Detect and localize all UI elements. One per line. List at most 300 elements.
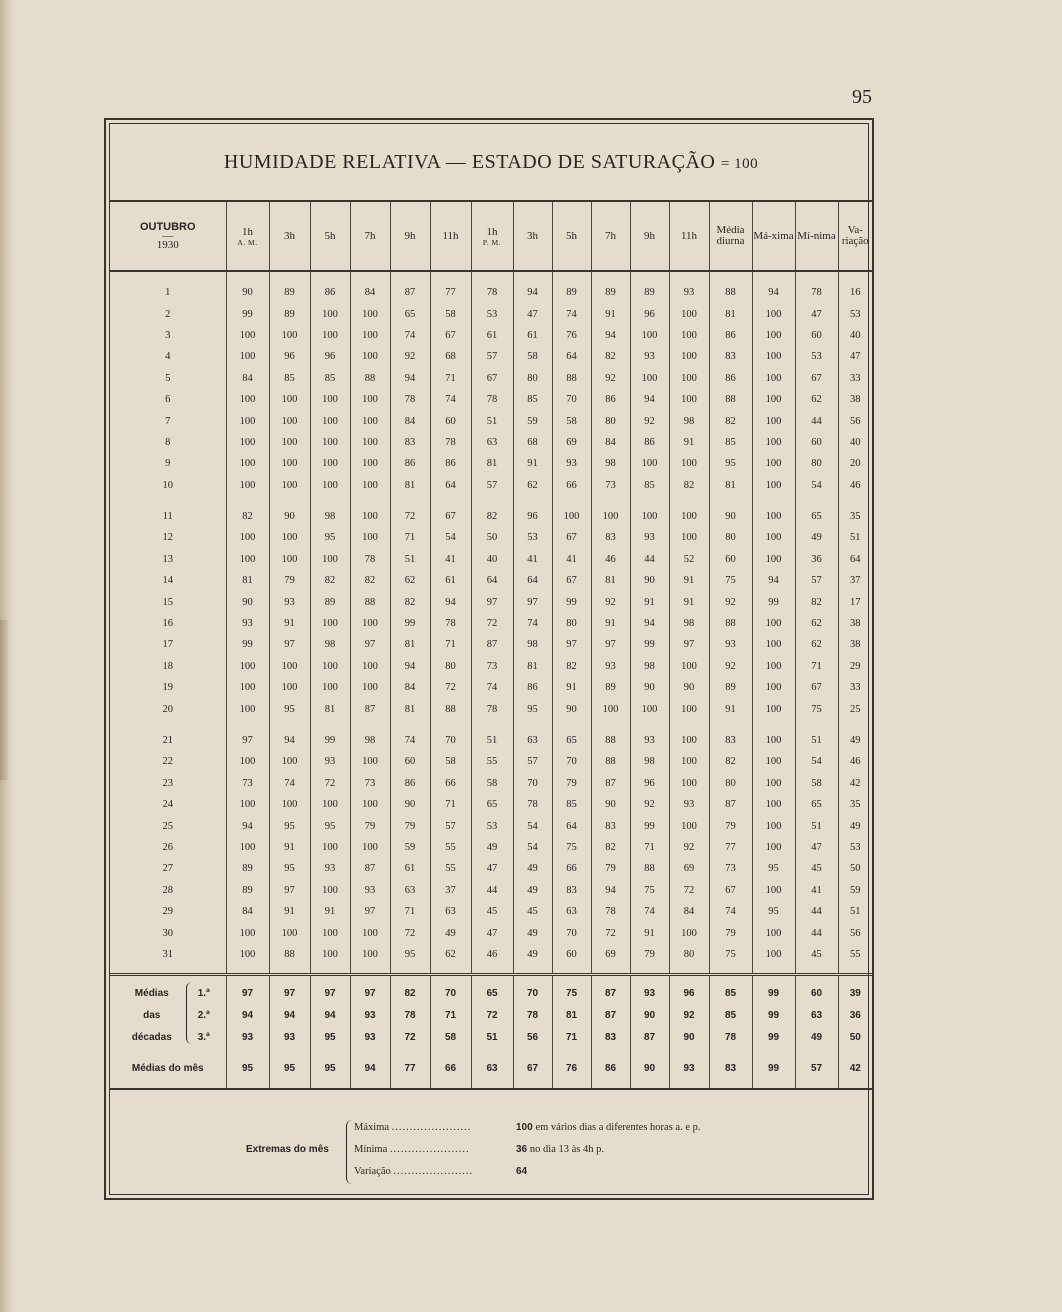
humidity-cell: 95: [269, 698, 310, 719]
humidity-cell: 72: [390, 496, 430, 527]
humidity-cell: 100: [669, 368, 709, 389]
humidity-cell: 95: [310, 527, 350, 548]
humidity-cell: 57: [795, 570, 838, 591]
humidity-cell: 94: [752, 271, 795, 303]
humidity-cell: 100: [269, 325, 310, 346]
humidity-cell: 81: [390, 634, 430, 655]
humidity-cell: 74: [513, 613, 552, 634]
humidity-cell: 81: [513, 656, 552, 677]
humidity-cell: 95: [752, 901, 795, 922]
humidity-cell: 92: [390, 346, 430, 367]
humidity-cell: 90: [630, 570, 669, 591]
day-number: 30: [162, 927, 173, 939]
humidity-cell: 93: [630, 346, 669, 367]
month-average-cell: 66: [430, 1048, 471, 1089]
humidity-cell: 51: [390, 549, 430, 570]
humidity-cell: 91: [269, 613, 310, 634]
humidity-cell: 86: [591, 389, 630, 410]
humidity-cell: 58: [430, 303, 471, 324]
month-average-cell: 76: [552, 1048, 591, 1089]
month-average-cell: 42: [838, 1048, 872, 1089]
humidity-cell: 73: [350, 773, 390, 794]
humidity-cell: 44: [471, 880, 513, 901]
humidity-cell: 98: [310, 496, 350, 527]
humidity-cell: 80: [430, 656, 471, 677]
humidity-cell: 100: [269, 410, 310, 431]
humidity-cell: 89: [709, 677, 752, 698]
humidity-cell: 79: [630, 944, 669, 975]
humidity-cell: 100: [310, 944, 350, 975]
humidity-cell: 99: [226, 634, 269, 655]
humidity-cell: 68: [430, 346, 471, 367]
average-cell: 63: [795, 1004, 838, 1026]
day-number: 9: [165, 458, 171, 470]
humidity-cell: 100: [310, 922, 350, 943]
humidity-cell: 100: [226, 656, 269, 677]
humidity-cell: 78: [591, 901, 630, 922]
day-number: 26: [162, 841, 173, 853]
table-row: [110, 677, 872, 698]
humidity-cell: 96: [269, 346, 310, 367]
day-number: 3: [165, 329, 171, 341]
humidity-cell: 99: [630, 815, 669, 836]
day-number: 7: [165, 415, 171, 427]
humidity-cell: 80: [709, 773, 752, 794]
average-cell: 92: [669, 1004, 709, 1026]
humidity-cell: 53: [471, 303, 513, 324]
average-cell: 97: [350, 975, 390, 1005]
humidity-cell: 94: [752, 570, 795, 591]
humidity-cell: 100: [752, 634, 795, 655]
hour-label: 7h: [605, 230, 616, 242]
month-average-cell: 90: [630, 1048, 669, 1089]
humidity-cell: 91: [709, 698, 752, 719]
humidity-cell: 59: [513, 410, 552, 431]
month-label: OUTUBRO: [139, 221, 196, 233]
humidity-cell: 99: [752, 591, 795, 612]
hour-label: 5h: [324, 230, 336, 242]
humidity-cell: 98: [630, 656, 669, 677]
humidity-cell: 98: [513, 634, 552, 655]
humidity-cell: 88: [591, 751, 630, 772]
humidity-cell: 72: [669, 880, 709, 901]
humidity-cell: 92: [630, 794, 669, 815]
humidity-cell: 87: [471, 634, 513, 655]
extreme-max-value: 100 em vários dias a diferentes horas a. e p.: [516, 1122, 701, 1133]
humidity-cell: 38: [838, 613, 872, 634]
day-number: 14: [162, 575, 173, 587]
average-cell: 95: [310, 1026, 350, 1048]
month-average-label: Médias do mês: [110, 1048, 226, 1089]
humidity-cell: 75: [795, 698, 838, 719]
humidity-cell: 65: [795, 496, 838, 527]
humidity-cell: 66: [430, 773, 471, 794]
humidity-cell: 100: [350, 751, 390, 772]
day-number: 12: [162, 532, 173, 544]
humidity-cell: 54: [513, 837, 552, 858]
humidity-cell: 86: [709, 325, 752, 346]
average-cell: 93: [350, 1026, 390, 1048]
humidity-cell: 100: [350, 410, 390, 431]
humidity-cell: 50: [471, 527, 513, 548]
humidity-cell: 100: [226, 346, 269, 367]
humidity-cell: 37: [430, 880, 471, 901]
humidity-cell: 64: [552, 346, 591, 367]
humidity-cell: 45: [795, 858, 838, 879]
humidity-cell: 86: [513, 677, 552, 698]
humidity-cell: 82: [795, 591, 838, 612]
humidity-cell: 100: [752, 613, 795, 634]
humidity-cell: 88: [350, 368, 390, 389]
humidity-cell: 51: [838, 901, 872, 922]
humidity-cell: 61: [390, 858, 430, 879]
humidity-cell: 71: [430, 634, 471, 655]
humidity-cell: 100: [226, 410, 269, 431]
humidity-cell: 38: [838, 389, 872, 410]
humidity-cell: 100: [269, 432, 310, 453]
humidity-cell: 100: [752, 303, 795, 324]
humidity-cell: 100: [752, 325, 795, 346]
humidity-cell: 65: [795, 794, 838, 815]
extreme-var-name: Variação ......................: [354, 1166, 474, 1177]
humidity-cell: 100: [752, 751, 795, 772]
humidity-cell: 100: [350, 837, 390, 858]
humidity-cell: 71: [390, 527, 430, 548]
humidity-cell: 71: [630, 837, 669, 858]
humidity-cell: 96: [630, 303, 669, 324]
humidity-cell: 33: [838, 677, 872, 698]
humidity-cell: 95: [310, 815, 350, 836]
humidity-cell: 94: [390, 656, 430, 677]
average-cell: 72: [390, 1026, 430, 1048]
humidity-cell: 84: [669, 901, 709, 922]
average-cell: 97: [226, 975, 269, 1005]
decade-ordinal: 2.ª: [197, 1009, 210, 1021]
humidity-cell: 81: [471, 453, 513, 474]
month-average-cell: 95: [310, 1048, 350, 1089]
month-average-cell: 99: [752, 1048, 795, 1089]
humidity-cell: 37: [838, 570, 872, 591]
average-cell: 99: [752, 975, 795, 1005]
humidity-cell: 58: [513, 346, 552, 367]
humidity-cell: 100: [752, 720, 795, 751]
humidity-cell: 93: [669, 271, 709, 303]
humidity-cell: 98: [310, 634, 350, 655]
hour-header: [630, 202, 669, 271]
humidity-cell: 91: [669, 432, 709, 453]
humidity-cell: 100: [269, 677, 310, 698]
humidity-cell: 40: [838, 325, 872, 346]
hour-header: [471, 202, 513, 271]
humidity-cell: 88: [709, 389, 752, 410]
table-row: [110, 751, 872, 772]
humidity-cell: 75: [709, 944, 752, 975]
page-title: [224, 151, 758, 174]
humidity-cell: 49: [430, 922, 471, 943]
decade-label: [110, 1026, 226, 1048]
humidity-cell: 100: [630, 496, 669, 527]
humidity-cell: 70: [513, 773, 552, 794]
humidity-cell: 77: [430, 271, 471, 303]
humidity-cell: 76: [552, 325, 591, 346]
humidity-cell: 33: [838, 368, 872, 389]
average-cell: 93: [226, 1026, 269, 1048]
month-average-row: [110, 1048, 872, 1089]
humidity-cell: 57: [513, 751, 552, 772]
hour-header: [310, 202, 350, 271]
humidity-cell: 74: [630, 901, 669, 922]
table-row: [110, 549, 872, 570]
humidity-cell: 100: [350, 794, 390, 815]
humidity-cell: 84: [390, 677, 430, 698]
humidity-cell: 99: [630, 634, 669, 655]
humidity-cell: 100: [310, 389, 350, 410]
humidity-cell: 62: [430, 944, 471, 975]
humidity-cell: 88: [430, 698, 471, 719]
humidity-cell: 17: [838, 591, 872, 612]
humidity-cell: 100: [226, 922, 269, 943]
humidity-cell: 80: [513, 368, 552, 389]
humidity-cell: 55: [430, 858, 471, 879]
humidity-cell: 83: [390, 432, 430, 453]
hour-label: 1h: [242, 225, 253, 238]
humidity-cell: 70: [552, 389, 591, 410]
average-cell: 93: [630, 975, 669, 1005]
average-cell: 99: [752, 1004, 795, 1026]
decade-label: [110, 1004, 226, 1026]
humidity-cell: 41: [795, 880, 838, 901]
day-number: 2: [165, 308, 171, 320]
humidity-cell: 82: [591, 837, 630, 858]
humidity-cell: 73: [226, 773, 269, 794]
humidity-cell: 75: [709, 570, 752, 591]
humidity-cell: 94: [591, 325, 630, 346]
humidity-cell: 78: [430, 432, 471, 453]
humidity-cell: 77: [709, 837, 752, 858]
averages-label: das: [143, 1009, 161, 1021]
average-cell: 72: [471, 1004, 513, 1026]
header-row: [110, 202, 872, 271]
month-average-cell: 95: [226, 1048, 269, 1089]
humidity-cell: 91: [630, 922, 669, 943]
humidity-cell: 93: [669, 794, 709, 815]
humidity-cell: 88: [591, 720, 630, 751]
table-row: [110, 271, 872, 303]
humidity-cell: 20: [838, 453, 872, 474]
humidity-cell: 100: [350, 677, 390, 698]
humidity-cell: 41: [513, 549, 552, 570]
humidity-cell: 81: [390, 475, 430, 496]
humidity-cell: 72: [471, 613, 513, 634]
extremes-block: [110, 1110, 872, 1200]
humidity-cell: 81: [709, 303, 752, 324]
humidity-cell: 42: [838, 773, 872, 794]
humidity-cell: 71: [430, 794, 471, 815]
hour-header: [350, 202, 390, 271]
humidity-cell: 100: [752, 656, 795, 677]
humidity-cell: 98: [630, 751, 669, 772]
humidity-cell: 93: [226, 613, 269, 634]
humidity-cell: 91: [669, 570, 709, 591]
humidity-cell: 58: [795, 773, 838, 794]
period-label: P. M.: [482, 237, 502, 247]
humidity-cell: 100: [752, 922, 795, 943]
humidity-cell: 67: [471, 368, 513, 389]
humidity-cell: 83: [591, 815, 630, 836]
humidity-cell: 40: [838, 432, 872, 453]
humidity-cell: 92: [591, 591, 630, 612]
decade-ordinal: 3.ª: [197, 1031, 210, 1043]
hour-label: 1h: [486, 225, 498, 238]
humidity-cell: 100: [310, 677, 350, 698]
extreme-min-name: Mínima ......................: [354, 1144, 470, 1155]
humidity-cell: 97: [513, 591, 552, 612]
humidity-cell: 100: [350, 432, 390, 453]
humidity-cell: 78: [350, 549, 390, 570]
humidity-cell: 100: [591, 496, 630, 527]
humidity-cell: 93: [310, 751, 350, 772]
humidity-cell: 97: [471, 591, 513, 612]
average-cell: 82: [390, 975, 430, 1005]
humidity-cell: 49: [838, 815, 872, 836]
humidity-cell: 100: [226, 944, 269, 975]
humidity-cell: 49: [513, 944, 552, 975]
humidity-cell: 100: [752, 837, 795, 858]
humidity-cell: 83: [709, 720, 752, 751]
month-average-cell: 86: [591, 1048, 630, 1089]
humidity-cell: 91: [269, 837, 310, 858]
stat-header: Má-xima: [752, 202, 795, 271]
humidity-cell: 61: [430, 570, 471, 591]
humidity-cell: 95: [709, 453, 752, 474]
humidity-cell: 59: [390, 837, 430, 858]
humidity-cell: 72: [591, 922, 630, 943]
humidity-cell: 100: [669, 773, 709, 794]
humidity-cell: 100: [350, 389, 390, 410]
hour-label: 3h: [284, 230, 295, 242]
humidity-cell: 85: [552, 794, 591, 815]
humidity-cell: 100: [269, 527, 310, 548]
humidity-cell: 93: [591, 656, 630, 677]
humidity-cell: 52: [669, 549, 709, 570]
humidity-cell: 80: [669, 944, 709, 975]
humidity-cell: 51: [838, 527, 872, 548]
humidity-cell: 100: [752, 549, 795, 570]
humidity-cell: 94: [513, 271, 552, 303]
humidity-cell: 53: [471, 815, 513, 836]
humidity-cell: 41: [552, 549, 591, 570]
humidity-cell: 94: [591, 880, 630, 901]
hour-header: [269, 202, 310, 271]
humidity-cell: 100: [752, 794, 795, 815]
humidity-cell: 100: [350, 453, 390, 474]
average-cell: 78: [709, 1026, 752, 1048]
day-number: 21: [162, 735, 173, 746]
humidity-cell: 87: [709, 794, 752, 815]
humidity-cell: 100: [350, 303, 390, 324]
humidity-cell: 89: [591, 271, 630, 303]
humidity-cell: 82: [390, 591, 430, 612]
humidity-cell: 96: [513, 496, 552, 527]
humidity-cell: 29: [838, 656, 872, 677]
humidity-cell: 98: [669, 410, 709, 431]
average-cell: 71: [430, 1004, 471, 1026]
day-number: 4: [165, 351, 171, 363]
humidity-cell: 73: [471, 656, 513, 677]
humidity-cell: 94: [430, 591, 471, 612]
averages-label: Médias: [134, 987, 169, 999]
humidity-cell: 100: [669, 527, 709, 548]
table-row: [110, 346, 872, 367]
humidity-cell: 63: [390, 880, 430, 901]
humidity-cell: 62: [795, 389, 838, 410]
humidity-cell: 95: [752, 858, 795, 879]
humidity-cell: 78: [430, 613, 471, 634]
humidity-cell: 66: [552, 475, 591, 496]
humidity-cell: 45: [795, 944, 838, 975]
humidity-cell: 85: [709, 432, 752, 453]
hour-label: 11h: [680, 230, 698, 242]
humidity-cell: 61: [513, 325, 552, 346]
humidity-cell: 58: [552, 410, 591, 431]
humidity-cell: 100: [669, 698, 709, 719]
humidity-cell: 44: [795, 922, 838, 943]
humidity-cell: 85: [310, 368, 350, 389]
humidity-cell: 57: [471, 346, 513, 367]
humidity-cell: 100: [669, 720, 709, 751]
humidity-cell: 100: [752, 815, 795, 836]
month-average-cell: 94: [350, 1048, 390, 1089]
humidity-cell: 100: [669, 389, 709, 410]
humidity-cell: 98: [350, 720, 390, 751]
humidity-cell: 82: [471, 496, 513, 527]
humidity-cell: 92: [669, 837, 709, 858]
humidity-cell: 98: [591, 453, 630, 474]
day-number: 15: [162, 596, 173, 608]
humidity-cell: 93: [709, 634, 752, 655]
humidity-cell: 97: [350, 901, 390, 922]
day-number: 17: [162, 639, 173, 651]
humidity-cell: 100: [226, 432, 269, 453]
humidity-cell: 100: [752, 432, 795, 453]
page-edge: [0, 620, 8, 780]
hour-header: [591, 202, 630, 271]
humidity-cell: 100: [269, 794, 310, 815]
humidity-cell: 72: [430, 677, 471, 698]
humidity-cell: 41: [430, 549, 471, 570]
humidity-cell: 100: [669, 496, 709, 527]
humidity-cell: 100: [752, 346, 795, 367]
humidity-cell: 91: [310, 901, 350, 922]
table-frame: [104, 118, 874, 1200]
humidity-cell: 67: [552, 527, 591, 548]
humidity-cell: 100: [752, 698, 795, 719]
humidity-cell: 100: [752, 944, 795, 975]
humidity-cell: 92: [591, 368, 630, 389]
humidity-cell: 79: [591, 858, 630, 879]
humidity-cell: 90: [709, 496, 752, 527]
humidity-cell: 100: [226, 549, 269, 570]
humidity-cell: 95: [513, 698, 552, 719]
humidity-cell: 99: [310, 720, 350, 751]
humidity-cell: 89: [552, 271, 591, 303]
humidity-cell: 46: [838, 751, 872, 772]
humidity-cell: 47: [838, 346, 872, 367]
day-number: 16: [162, 618, 173, 630]
table-row: [110, 858, 872, 879]
humidity-cell: 90: [269, 496, 310, 527]
day-number: 6: [165, 394, 171, 406]
